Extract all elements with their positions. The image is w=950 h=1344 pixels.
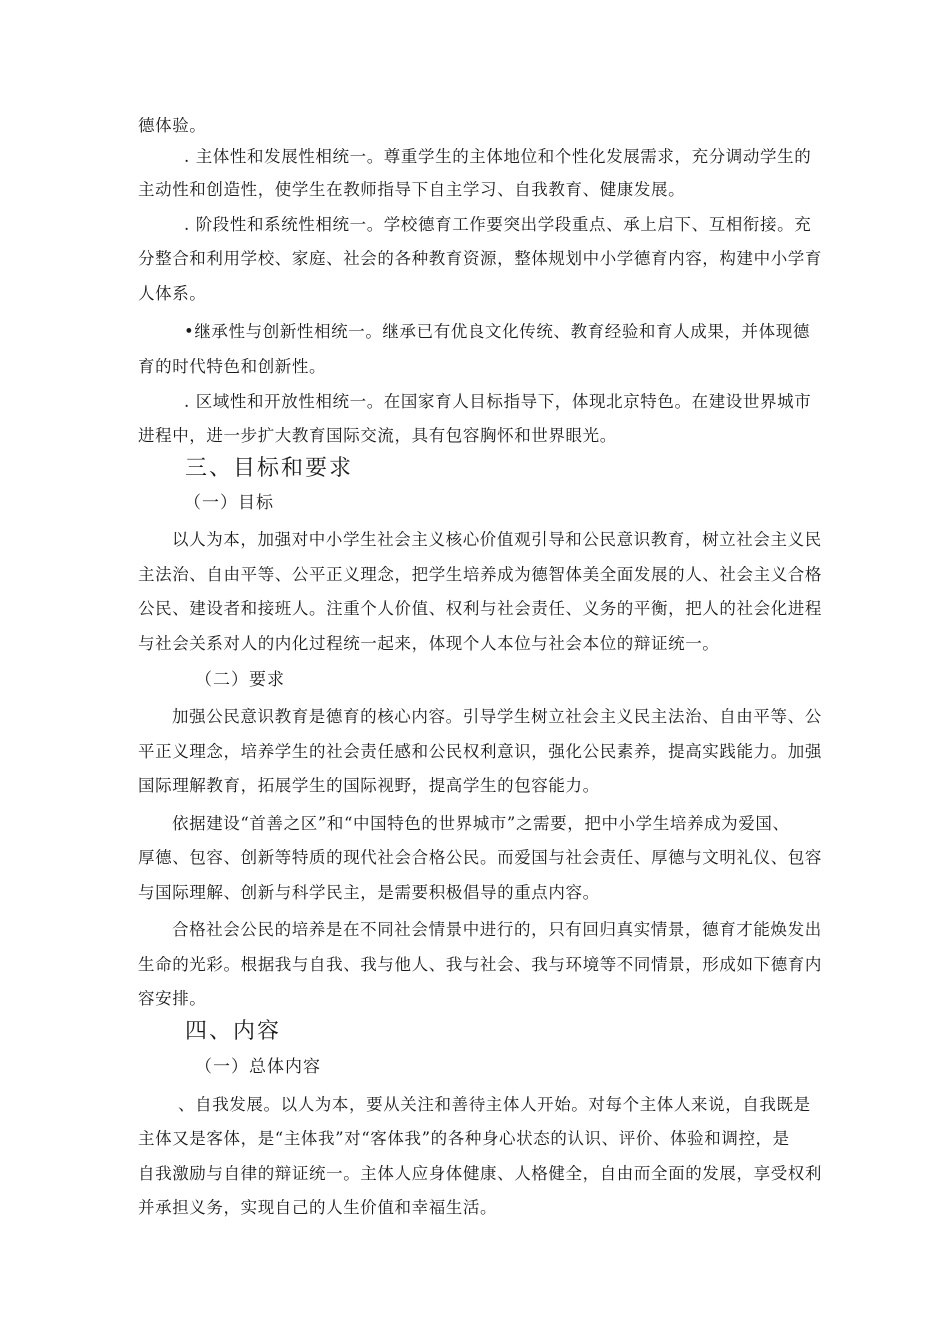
text-line: 德体验。 — [138, 116, 207, 135]
text-line: 容安排。 — [138, 989, 207, 1008]
text-line: 自我激励与自律的辩证统一。主体人应身体健康、人格健全，自由而全面的发展，享受权利 — [138, 1164, 822, 1183]
text-line: 以人为本，加强对中小学生社会主义核心价值观引导和公民意识教育，树立社会主义民 — [172, 530, 822, 549]
text-line: 进程中，进一步扩大教育国际交流，具有包容胸怀和世界眼光。 — [138, 426, 617, 445]
text-line: 、自我发展。以人为本，要从关注和善待主体人开始。对每个主体人来说，自我既是 — [178, 1095, 811, 1114]
text-line: 合格社会公民的培养是在不同社会情景中进行的，只有回归真实情景，德育才能焕发出 — [172, 920, 822, 939]
text-line: 依据建设“首善之区”和“中国特色的世界城市”之需要，把中小学生培养成为爱国、 — [172, 814, 790, 833]
text-line: 国际理解教育，拓展学生的国际视野，提高学生的包容能力。 — [138, 776, 600, 795]
section-heading: 三、目标和要求 — [185, 456, 354, 481]
subsection-heading: （一）目标 — [184, 493, 274, 513]
text-line: 厚德、包容、创新等特质的现代社会合格公民。而爱国与社会责任、厚德与文明礼仪、包容 — [138, 848, 822, 867]
text-line: 公民、建设者和接班人。注重个人价值、权利与社会责任、义务的平衡，把人的社会化进程 — [138, 599, 822, 618]
text-line: 平正义理念，培养学生的社会责任感和公民权利意识，强化公民素养，提高实践能力。加强 — [138, 742, 822, 761]
subsection-heading: （二）要求 — [195, 670, 285, 690]
text-line: 主法治、自由平等、公平正义理念，把学生培养成为德智体美全面发展的人、社会主义合格 — [138, 565, 822, 584]
text-line: 育的时代特色和创新性。 — [138, 357, 327, 376]
text-line: . 区域性和开放性相统一。在国家育人目标指导下，体现北京特色。在建设世界城市 — [184, 392, 812, 411]
text-line: 生命的光彩。根据我与自我、我与他人、我与社会、我与环境等不同情景，形成如下德育内 — [138, 955, 822, 974]
text-line: 与国际理解、创新与科学民主，是需要积极倡导的重点内容。 — [138, 883, 600, 902]
text-line: 人体系。 — [138, 284, 207, 303]
text-line: 并承担义务，实现自己的人生价值和幸福生活。 — [138, 1198, 498, 1217]
section-heading: 四、内容 — [185, 1019, 282, 1044]
subsection-heading: （一）总体内容 — [195, 1057, 321, 1077]
text-line: 分整合和利用学校、家庭、社会的各种教育资源，整体规划中小学德育内容，构建中小学育 — [138, 249, 822, 268]
text-line: 主动性和创造性，使学生在教师指导下自主学习、自我教育、健康发展。 — [138, 180, 686, 199]
text-line: 主体又是客体，是“主体我”对“客体我”的各种身心状态的认识、评价、体验和调控，是 — [138, 1129, 790, 1148]
text-line: 加强公民意识教育是德育的核心内容。引导学生树立社会主义民主法治、自由平等、公 — [172, 707, 822, 726]
text-line: •继承性与创新性相统一。继承已有优良文化传统、教育经验和育人成果，并体现德 — [184, 322, 810, 341]
text-line: . 阶段性和系统性相统一。学校德育工作要突出学段重点、承上启下、互相衔接。充 — [184, 215, 812, 234]
text-line: 与社会关系对人的内化过程统一起来，体现个人本位与社会本位的辩证统一。 — [138, 634, 720, 653]
text-line: . 主体性和发展性相统一。尊重学生的主体地位和个性化发展需求，充分调动学生的 — [184, 147, 812, 166]
